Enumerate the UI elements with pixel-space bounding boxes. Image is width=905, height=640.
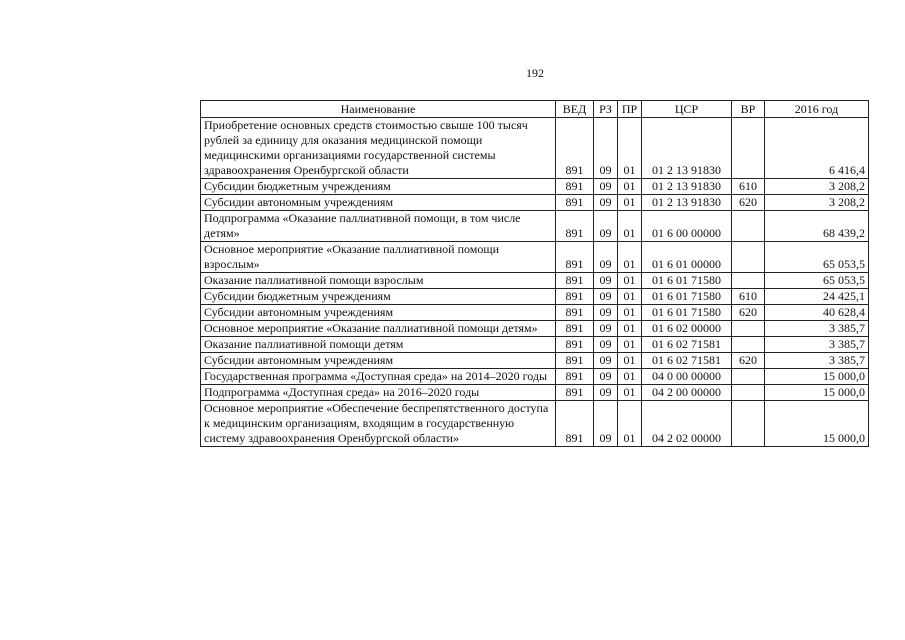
cell-name: Субсидии автономным учреждениям: [201, 195, 556, 211]
cell-amount: 15 000,0: [765, 385, 869, 401]
cell-ved: 891: [556, 242, 594, 273]
cell-pr: 01: [618, 118, 642, 179]
cell-csr: 01 6 02 71581: [642, 353, 732, 369]
header-year: 2016 год: [765, 101, 869, 118]
cell-amount: 68 439,2: [765, 211, 869, 242]
cell-rz: 09: [594, 337, 618, 353]
cell-amount: 3 385,7: [765, 337, 869, 353]
cell-csr: 01 2 13 91830: [642, 179, 732, 195]
cell-rz: 09: [594, 369, 618, 385]
header-csr: ЦСР: [642, 101, 732, 118]
cell-amount: 3 385,7: [765, 353, 869, 369]
cell-name: Основное мероприятие «Оказание паллиативной помощи взрослым»: [201, 242, 556, 273]
table-row: [201, 273, 869, 289]
cell-pr: 01: [618, 321, 642, 337]
cell-name: Оказание паллиативной помощи детям: [201, 337, 556, 353]
cell-csr: 01 6 01 71580: [642, 273, 732, 289]
table-row: [201, 179, 869, 195]
cell-pr: 01: [618, 195, 642, 211]
cell-vr: 610: [732, 179, 765, 195]
cell-amount: 24 425,1: [765, 289, 869, 305]
table-row: [201, 289, 869, 305]
cell-rz: 09: [594, 385, 618, 401]
cell-ved: 891: [556, 385, 594, 401]
cell-rz: 09: [594, 273, 618, 289]
cell-amount: 65 053,5: [765, 242, 869, 273]
cell-rz: 09: [594, 211, 618, 242]
cell-vr: 620: [732, 353, 765, 369]
table-row: [201, 353, 869, 369]
table-row: [201, 385, 869, 401]
cell-name: Субсидии автономным учреждениям: [201, 353, 556, 369]
cell-ved: 891: [556, 211, 594, 242]
cell-amount: 15 000,0: [765, 401, 869, 447]
cell-ved: 891: [556, 337, 594, 353]
cell-pr: 01: [618, 273, 642, 289]
cell-rz: 09: [594, 179, 618, 195]
cell-name: Подпрограмма «Доступная среда» на 2016–2020 годы: [201, 385, 556, 401]
cell-pr: 01: [618, 305, 642, 321]
cell-ved: 891: [556, 289, 594, 305]
table-row: [201, 305, 869, 321]
table-header-row: [201, 101, 869, 118]
cell-csr: 01 2 13 91830: [642, 195, 732, 211]
cell-rz: 09: [594, 118, 618, 179]
cell-name: Подпрограмма «Оказание паллиативной помощи, в том числе детям»: [201, 211, 556, 242]
table-row: [201, 118, 869, 179]
cell-ved: 891: [556, 195, 594, 211]
cell-vr: 610: [732, 289, 765, 305]
cell-amount: 3 385,7: [765, 321, 869, 337]
cell-csr: 01 6 01 71580: [642, 289, 732, 305]
cell-csr: 04 0 00 00000: [642, 369, 732, 385]
cell-name: Субсидии автономным учреждениям: [201, 305, 556, 321]
budget-table: [200, 100, 869, 447]
cell-name: Государственная программа «Доступная среда» на 2014–2020 годы: [201, 369, 556, 385]
cell-ved: 891: [556, 353, 594, 369]
cell-amount: 6 416,4: [765, 118, 869, 179]
table-row: [201, 321, 869, 337]
cell-csr: 01 6 00 00000: [642, 211, 732, 242]
header-ved: ВЕД: [556, 101, 594, 118]
cell-pr: 01: [618, 369, 642, 385]
cell-amount: 40 628,4: [765, 305, 869, 321]
cell-vr: 620: [732, 305, 765, 321]
cell-rz: 09: [594, 195, 618, 211]
table-row: [201, 401, 869, 447]
cell-vr: [732, 337, 765, 353]
cell-vr: [732, 118, 765, 179]
page-number: 192: [526, 66, 544, 80]
cell-amount: 65 053,5: [765, 273, 869, 289]
cell-name: Приобретение основных средств стоимостью свыше 100 тысяч рублей за единицу для оказания медицинской помощи медицинскими организациями государственной системы здравоохранения Оренбургской области: [201, 118, 556, 179]
cell-ved: 891: [556, 118, 594, 179]
cell-pr: 01: [618, 179, 642, 195]
header-pr: ПР: [618, 101, 642, 118]
table-body: [201, 118, 869, 447]
header-rz: РЗ: [594, 101, 618, 118]
cell-pr: 01: [618, 211, 642, 242]
table-row: [201, 195, 869, 211]
cell-rz: 09: [594, 242, 618, 273]
cell-rz: 09: [594, 321, 618, 337]
table-row: [201, 337, 869, 353]
cell-csr: 01 6 02 71581: [642, 337, 732, 353]
cell-rz: 09: [594, 353, 618, 369]
cell-csr: 01 6 02 00000: [642, 321, 732, 337]
cell-csr: 04 2 00 00000: [642, 385, 732, 401]
cell-name: Основное мероприятие «Оказание паллиативной помощи детям»: [201, 321, 556, 337]
cell-rz: 09: [594, 289, 618, 305]
cell-pr: 01: [618, 385, 642, 401]
cell-csr: 01 6 01 71580: [642, 305, 732, 321]
cell-ved: 891: [556, 321, 594, 337]
cell-vr: [732, 369, 765, 385]
table-row: [201, 369, 869, 385]
cell-vr: [732, 385, 765, 401]
cell-pr: 01: [618, 353, 642, 369]
cell-name: Основное мероприятие «Обеспечение беспрепятственного доступа к медицинским организациям, входящим в государственную систему здравоохранения Оренбургской области»: [201, 401, 556, 447]
cell-vr: [732, 211, 765, 242]
cell-pr: 01: [618, 337, 642, 353]
cell-pr: 01: [618, 289, 642, 305]
cell-amount: 3 208,2: [765, 179, 869, 195]
cell-ved: 891: [556, 273, 594, 289]
cell-ved: 891: [556, 401, 594, 447]
cell-pr: 01: [618, 401, 642, 447]
cell-vr: [732, 242, 765, 273]
cell-amount: 15 000,0: [765, 369, 869, 385]
cell-name: Субсидии бюджетным учреждениям: [201, 289, 556, 305]
cell-ved: 891: [556, 305, 594, 321]
cell-vr: [732, 321, 765, 337]
cell-vr: [732, 273, 765, 289]
header-vr: ВР: [732, 101, 765, 118]
cell-csr: 01 6 01 00000: [642, 242, 732, 273]
header-name: Наименование: [201, 101, 556, 118]
cell-ved: 891: [556, 369, 594, 385]
cell-rz: 09: [594, 401, 618, 447]
cell-pr: 01: [618, 242, 642, 273]
table-row: [201, 211, 869, 242]
cell-csr: 04 2 02 00000: [642, 401, 732, 447]
cell-csr: 01 2 13 91830: [642, 118, 732, 179]
cell-vr: [732, 401, 765, 447]
cell-ved: 891: [556, 179, 594, 195]
cell-rz: 09: [594, 305, 618, 321]
cell-name: Оказание паллиативной помощи взрослым: [201, 273, 556, 289]
cell-amount: 3 208,2: [765, 195, 869, 211]
cell-name: Субсидии бюджетным учреждениям: [201, 179, 556, 195]
table-row: [201, 242, 869, 273]
cell-vr: 620: [732, 195, 765, 211]
